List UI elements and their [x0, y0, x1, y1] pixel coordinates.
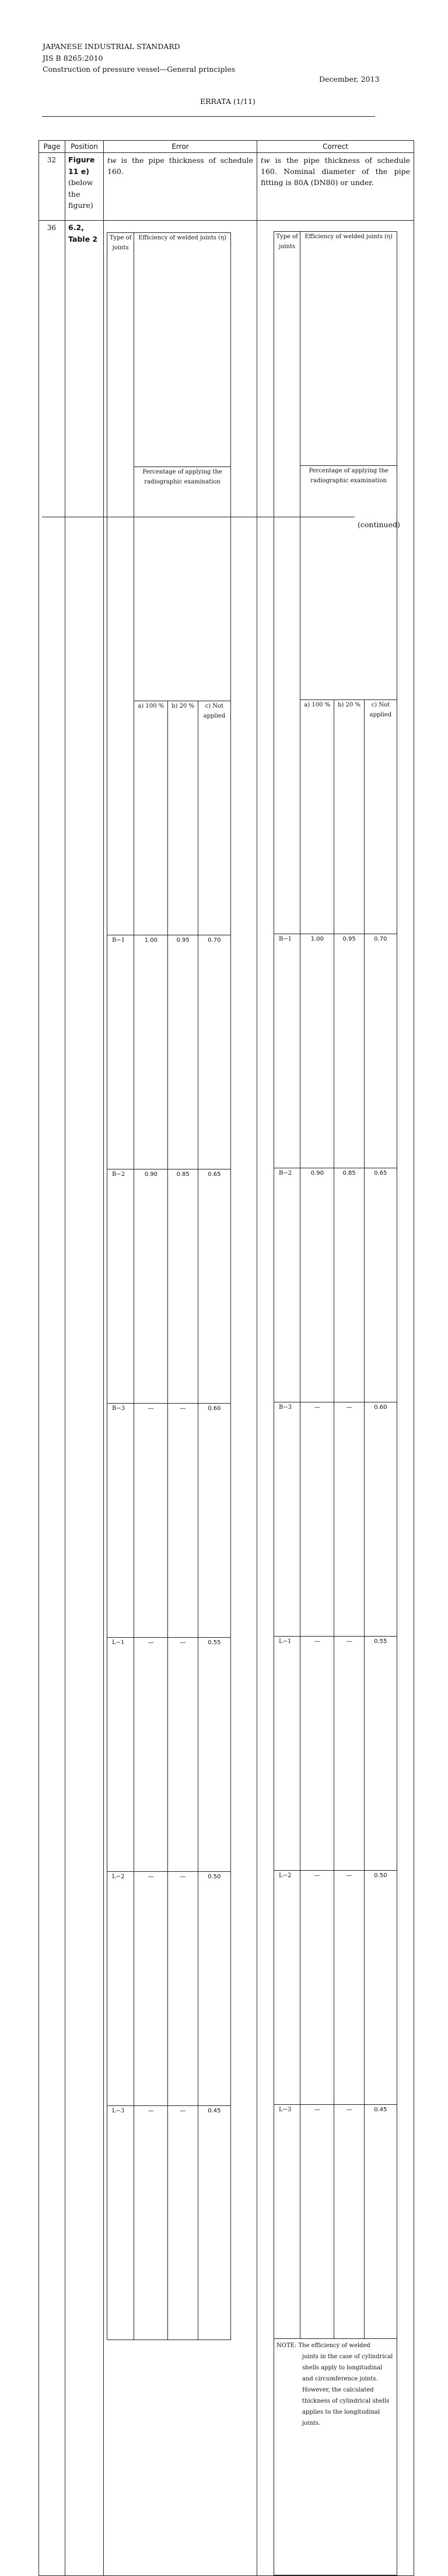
table-row [274, 934, 397, 1168]
joint-type: B−1 [274, 934, 300, 1168]
cell-error [104, 221, 257, 2576]
col-header-position: Position [65, 141, 104, 153]
errata-table [38, 140, 414, 2576]
table-note [274, 2339, 397, 2575]
table-row [107, 1638, 231, 1872]
value-20: 0.95 [334, 934, 364, 1168]
error-text: is the pipe thickness of schedule 160. [107, 156, 253, 176]
cell-error [104, 153, 257, 221]
cell-correct [257, 221, 414, 2576]
header-c: c) Not applied [364, 700, 397, 934]
value-not-applied: 0.50 [198, 1872, 230, 2106]
header-b: b) 20 % [334, 700, 364, 934]
value-20: — [334, 1871, 364, 2105]
joint-efficiency-table-error [107, 232, 231, 2340]
value-not-applied: 0.45 [198, 2106, 230, 2340]
cell-position [65, 221, 104, 2576]
joint-type: B−1 [107, 935, 134, 1169]
value-20: — [334, 1637, 364, 1871]
table-row [107, 935, 231, 1169]
col-header-page: Page [39, 141, 65, 153]
table-row [274, 1402, 397, 1637]
joint-type: L−2 [274, 1871, 300, 2105]
joint-efficiency-table-correct [274, 231, 397, 2575]
position-ref: 6.2, [68, 223, 84, 232]
joint-type: L−2 [107, 1872, 134, 2106]
standard-number: JIS B 8265:2010 [43, 53, 103, 62]
value-100: 0.90 [134, 1169, 168, 1404]
value-not-applied: 0.45 [364, 2105, 397, 2339]
col-header-error: Error [104, 141, 257, 153]
page-title: ERRATA (1/11) [200, 97, 256, 106]
joint-type: B−3 [274, 1402, 300, 1637]
note-label: NOTE: [276, 2342, 299, 2349]
cell-page: 32 [39, 153, 65, 221]
issue-date: December, 2013 [319, 75, 380, 83]
joint-type: L−1 [107, 1638, 134, 1872]
position-note: (below the figure) [68, 178, 93, 210]
header-type: Type of joints [274, 232, 300, 934]
table-row [107, 1404, 231, 1638]
note-body: joints in the case of cylindrical shells apply to longitudinal and circumference joints. However, the calculated thickness of cylindrical shells applies to the longitudinal joints. [302, 2354, 393, 2427]
value-20: 0.85 [334, 1168, 364, 1402]
value-not-applied: 0.60 [198, 1404, 230, 1638]
value-not-applied: 0.70 [364, 934, 397, 1168]
document-header [43, 41, 235, 75]
standard-title: Construction of pressure vessel—General principles [43, 65, 236, 74]
header-percentage: Percentage of applying the radiographic examination [300, 466, 397, 700]
var-tw: tw [107, 156, 117, 165]
value-20: — [168, 1404, 198, 1638]
header-type: Type of joints [107, 233, 134, 935]
value-100: — [300, 2105, 334, 2339]
table-row [107, 2106, 231, 2340]
joint-type: L−3 [107, 2106, 134, 2340]
header-percentage: Percentage of applying the radiographic examination [134, 467, 231, 701]
standard-label: JAPANESE INDUSTRIAL STANDARD [43, 42, 180, 51]
value-100: 0.90 [300, 1168, 334, 1402]
joint-type: B−2 [274, 1168, 300, 1402]
value-not-applied: 0.65 [198, 1169, 230, 1404]
value-100: — [300, 1402, 334, 1637]
value-100: — [134, 1872, 168, 2106]
table-row [274, 1168, 397, 1402]
header-efficiency: Efficiency of welded joints (η) [300, 232, 397, 466]
header-efficiency: Efficiency of welded joints (η) [134, 233, 231, 467]
table-row [107, 1169, 231, 1404]
position-ref: Table 2 [68, 234, 98, 243]
table-row [39, 221, 414, 2576]
value-100: 1.00 [134, 935, 168, 1169]
table-row [39, 153, 414, 221]
value-100: 1.00 [300, 934, 334, 1168]
value-20: — [168, 2106, 198, 2340]
table-header-row [39, 141, 414, 153]
joint-type: B−3 [107, 1404, 134, 1638]
correct-text: is the pipe thickness of schedule 160. Nominal diameter of the pipe fitting is 80A (DN80) or under. [261, 156, 410, 187]
header-divider [42, 116, 375, 117]
value-not-applied: 0.50 [364, 1871, 397, 2105]
cell-page: 36 [39, 221, 65, 2576]
value-not-applied: 0.55 [364, 1637, 397, 1871]
value-100: — [300, 1637, 334, 1871]
table-row [274, 1637, 397, 1871]
value-not-applied: 0.70 [198, 935, 230, 1169]
value-20: — [334, 2105, 364, 2339]
table-row [274, 2105, 397, 2339]
header-c: c) Not applied [198, 701, 230, 935]
value-not-applied: 0.60 [364, 1402, 397, 1637]
value-not-applied: 0.65 [364, 1168, 397, 1402]
cell-position [65, 153, 104, 221]
value-20: 0.85 [168, 1169, 198, 1404]
note-first-line: The efficiency of welded [298, 2342, 370, 2349]
continued-label: (continued) [358, 520, 400, 529]
position-ref: Figure 11 e) [68, 155, 95, 176]
table-row [274, 1871, 397, 2105]
header-a: a) 100 % [134, 701, 168, 935]
value-not-applied: 0.55 [198, 1638, 230, 1872]
joint-type: L−3 [274, 2105, 300, 2339]
value-20: 0.95 [168, 935, 198, 1169]
joint-rows [107, 935, 231, 2340]
joint-type: B−2 [107, 1169, 134, 1404]
value-20: — [168, 1872, 198, 2106]
header-b: b) 20 % [168, 701, 198, 935]
col-header-correct: Correct [257, 141, 414, 153]
value-100: — [300, 1871, 334, 2105]
value-100: — [134, 1404, 168, 1638]
var-tw: tw [261, 156, 270, 165]
cell-correct [257, 153, 414, 221]
value-100: — [134, 1638, 168, 1872]
value-20: — [168, 1638, 198, 1872]
joint-rows [274, 934, 397, 2339]
table-row [107, 1872, 231, 2106]
value-100: — [134, 2106, 168, 2340]
header-a: a) 100 % [300, 700, 334, 934]
joint-type: L−1 [274, 1637, 300, 1871]
value-20: — [334, 1402, 364, 1637]
